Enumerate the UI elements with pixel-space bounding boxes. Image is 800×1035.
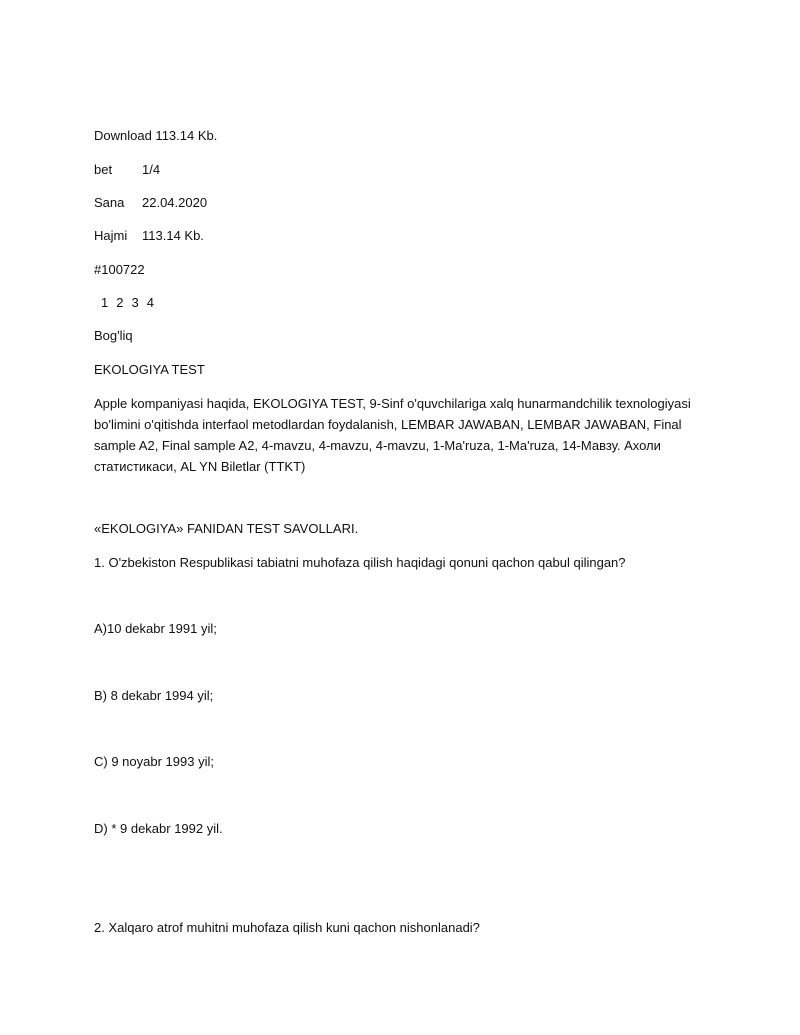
page-link-4[interactable]: 4 [146, 295, 154, 310]
document-title: EKOLOGIYA TEST [94, 362, 205, 377]
download-link[interactable]: Download 113.14 Kb. [94, 128, 218, 143]
meta-key: bet [94, 162, 113, 177]
related-links-text[interactable]: Apple kompaniyasi haqida, EKOLOGIYA TEST, 9-Sinf o'quvchilariga xalq hunarmandchilik texnologiyasi bo'limini o'qitishda interfaol metodlardan foydalanish, LEMBAR JAWABAN, LEMBAR JAWABAN, Final sample A2, Final sample A2, 4-mavzu, 4-mavzu, 4-mavzu, 1-Ma'ruza, 1-Ma'ruza, 14-Мавзу. Ахоли статистикаси, AL YN Biletlar (TTKT) [94, 396, 691, 474]
question-1-option-d: D) * 9 dekabr 1992 yil. [94, 821, 223, 836]
meta-key: Hajmi [94, 228, 128, 243]
document-id: #100722 [94, 262, 145, 277]
page-link-2[interactable]: 2 [116, 295, 124, 310]
meta-key: Sana [94, 195, 125, 210]
meta-value: 1/4 [142, 162, 161, 177]
question-1-option-a: A)10 dekabr 1991 yil; [94, 621, 217, 636]
related-label: Bog'liq [94, 328, 133, 343]
question-1-option-b: B) 8 dekabr 1994 yil; [94, 688, 214, 703]
page-link-3[interactable]: 3 [131, 295, 139, 310]
question-1-option-c: C) 9 noyabr 1993 yil; [94, 754, 214, 769]
question-1: 1. O'zbekiston Respublikasi tabiatni muhofaza qilish haqidagi qonuni qachon qabul qilingan? [94, 555, 626, 570]
meta-value: 22.04.2020 [142, 195, 208, 210]
page-navigation [101, 294, 162, 312]
question-2: 2. Xalqaro atrof muhitni muhofaza qilish kuni qachon nishonlanadi? [94, 920, 480, 935]
page-link-1[interactable]: 1 [101, 295, 109, 310]
section-title: «EKOLOGIYA» FANIDAN TEST SAVOLLARI. [94, 521, 359, 536]
meta-value: 113.14 Kb. [142, 228, 204, 243]
meta-row-bet [94, 161, 160, 179]
meta-row-hajmi [94, 227, 204, 245]
meta-row-sana [94, 194, 207, 212]
